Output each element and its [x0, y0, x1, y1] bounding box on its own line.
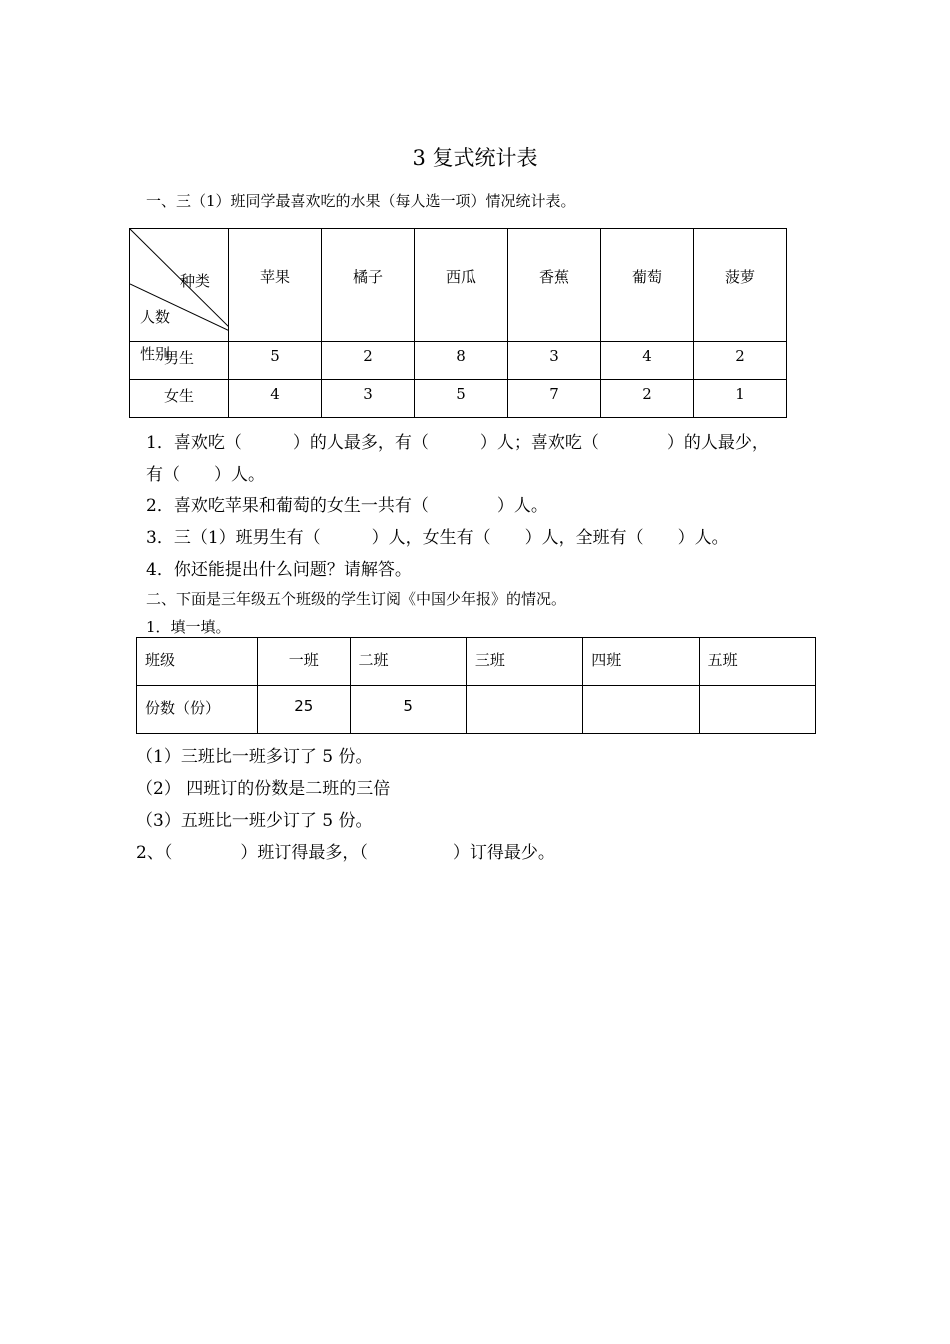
diag-label-count: 人数 — [140, 308, 171, 326]
table-cell: 7 — [508, 380, 601, 418]
fruit-table — [129, 228, 787, 418]
column-header: 西瓜 — [415, 229, 508, 342]
table-cell — [699, 686, 815, 734]
note-2: （2） 四班订的份数是二班的三倍 — [136, 779, 391, 799]
column-header: 橘子 — [322, 229, 415, 342]
table-cell — [466, 686, 582, 734]
table-cell: 2 — [322, 342, 415, 380]
column-header: 苹果 — [229, 229, 322, 342]
table-cell: 25 — [258, 686, 351, 734]
row-label: 男生 — [130, 342, 229, 380]
table-cell: 1 — [694, 380, 787, 418]
question-4: 4．你还能提出什么问题？请解答。 — [146, 560, 412, 580]
table-row — [130, 380, 787, 418]
column-header: 二班 — [350, 638, 466, 686]
diag-label-gender: 性别 — [140, 345, 171, 363]
question-2: 2．喜欢吃苹果和葡萄的女生一共有（ ）人。 — [146, 496, 548, 516]
page-title: 3 复式统计表 — [412, 146, 538, 170]
table-cell: 5 — [350, 686, 466, 734]
table-cell: 5 — [415, 380, 508, 418]
column-header: 菠萝 — [694, 229, 787, 342]
table-cell: 4 — [601, 342, 694, 380]
table-row — [137, 638, 816, 686]
section2-heading: 二、下面是三年级五个班级的学生订阅《中国少年报》的情况。 — [146, 590, 567, 608]
table-row — [137, 686, 816, 734]
diag-label-type: 种类 — [180, 272, 211, 290]
question-2-2: 2、（ ）班订得最多，（ ）订得最少。 — [136, 843, 555, 863]
column-header: 五班 — [699, 638, 815, 686]
column-header: 班级 — [137, 638, 258, 686]
newspaper-table — [136, 637, 816, 734]
note-3: （3）五班比一班少订了 5 份。 — [136, 811, 373, 831]
table-cell: 4 — [229, 380, 322, 418]
column-header: 四班 — [583, 638, 699, 686]
column-header: 葡萄 — [601, 229, 694, 342]
table-cell — [583, 686, 699, 734]
question-3: 3．三（1）班男生有（ ）人，女生有（ ）人，全班有（ ）人。 — [146, 528, 729, 548]
table-row — [130, 342, 787, 380]
column-header: 三班 — [466, 638, 582, 686]
table-cell: 2 — [601, 380, 694, 418]
note-1: （1）三班比一班多订了 5 份。 — [136, 747, 373, 767]
table-cell: 3 — [508, 342, 601, 380]
question-1a: 1．喜欢吃（ ）的人最多，有（ ）人；喜欢吃（ ）的人最少， — [146, 433, 769, 453]
table-row — [130, 229, 787, 342]
table-cell: 3 — [322, 380, 415, 418]
row-label: 份数（份） — [137, 686, 258, 734]
question-1b: 有（ ）人。 — [146, 465, 265, 485]
section2-subheading: 1．填一填。 — [146, 618, 231, 636]
section1-heading: 一、三（1）班同学最喜欢吃的水果（每人选一项）情况统计表。 — [146, 192, 576, 210]
table-cell: 5 — [229, 342, 322, 380]
table-cell: 8 — [415, 342, 508, 380]
table-cell: 2 — [694, 342, 787, 380]
row-label: 女生 — [130, 380, 229, 418]
column-header: 一班 — [258, 638, 351, 686]
column-header: 香蕉 — [508, 229, 601, 342]
